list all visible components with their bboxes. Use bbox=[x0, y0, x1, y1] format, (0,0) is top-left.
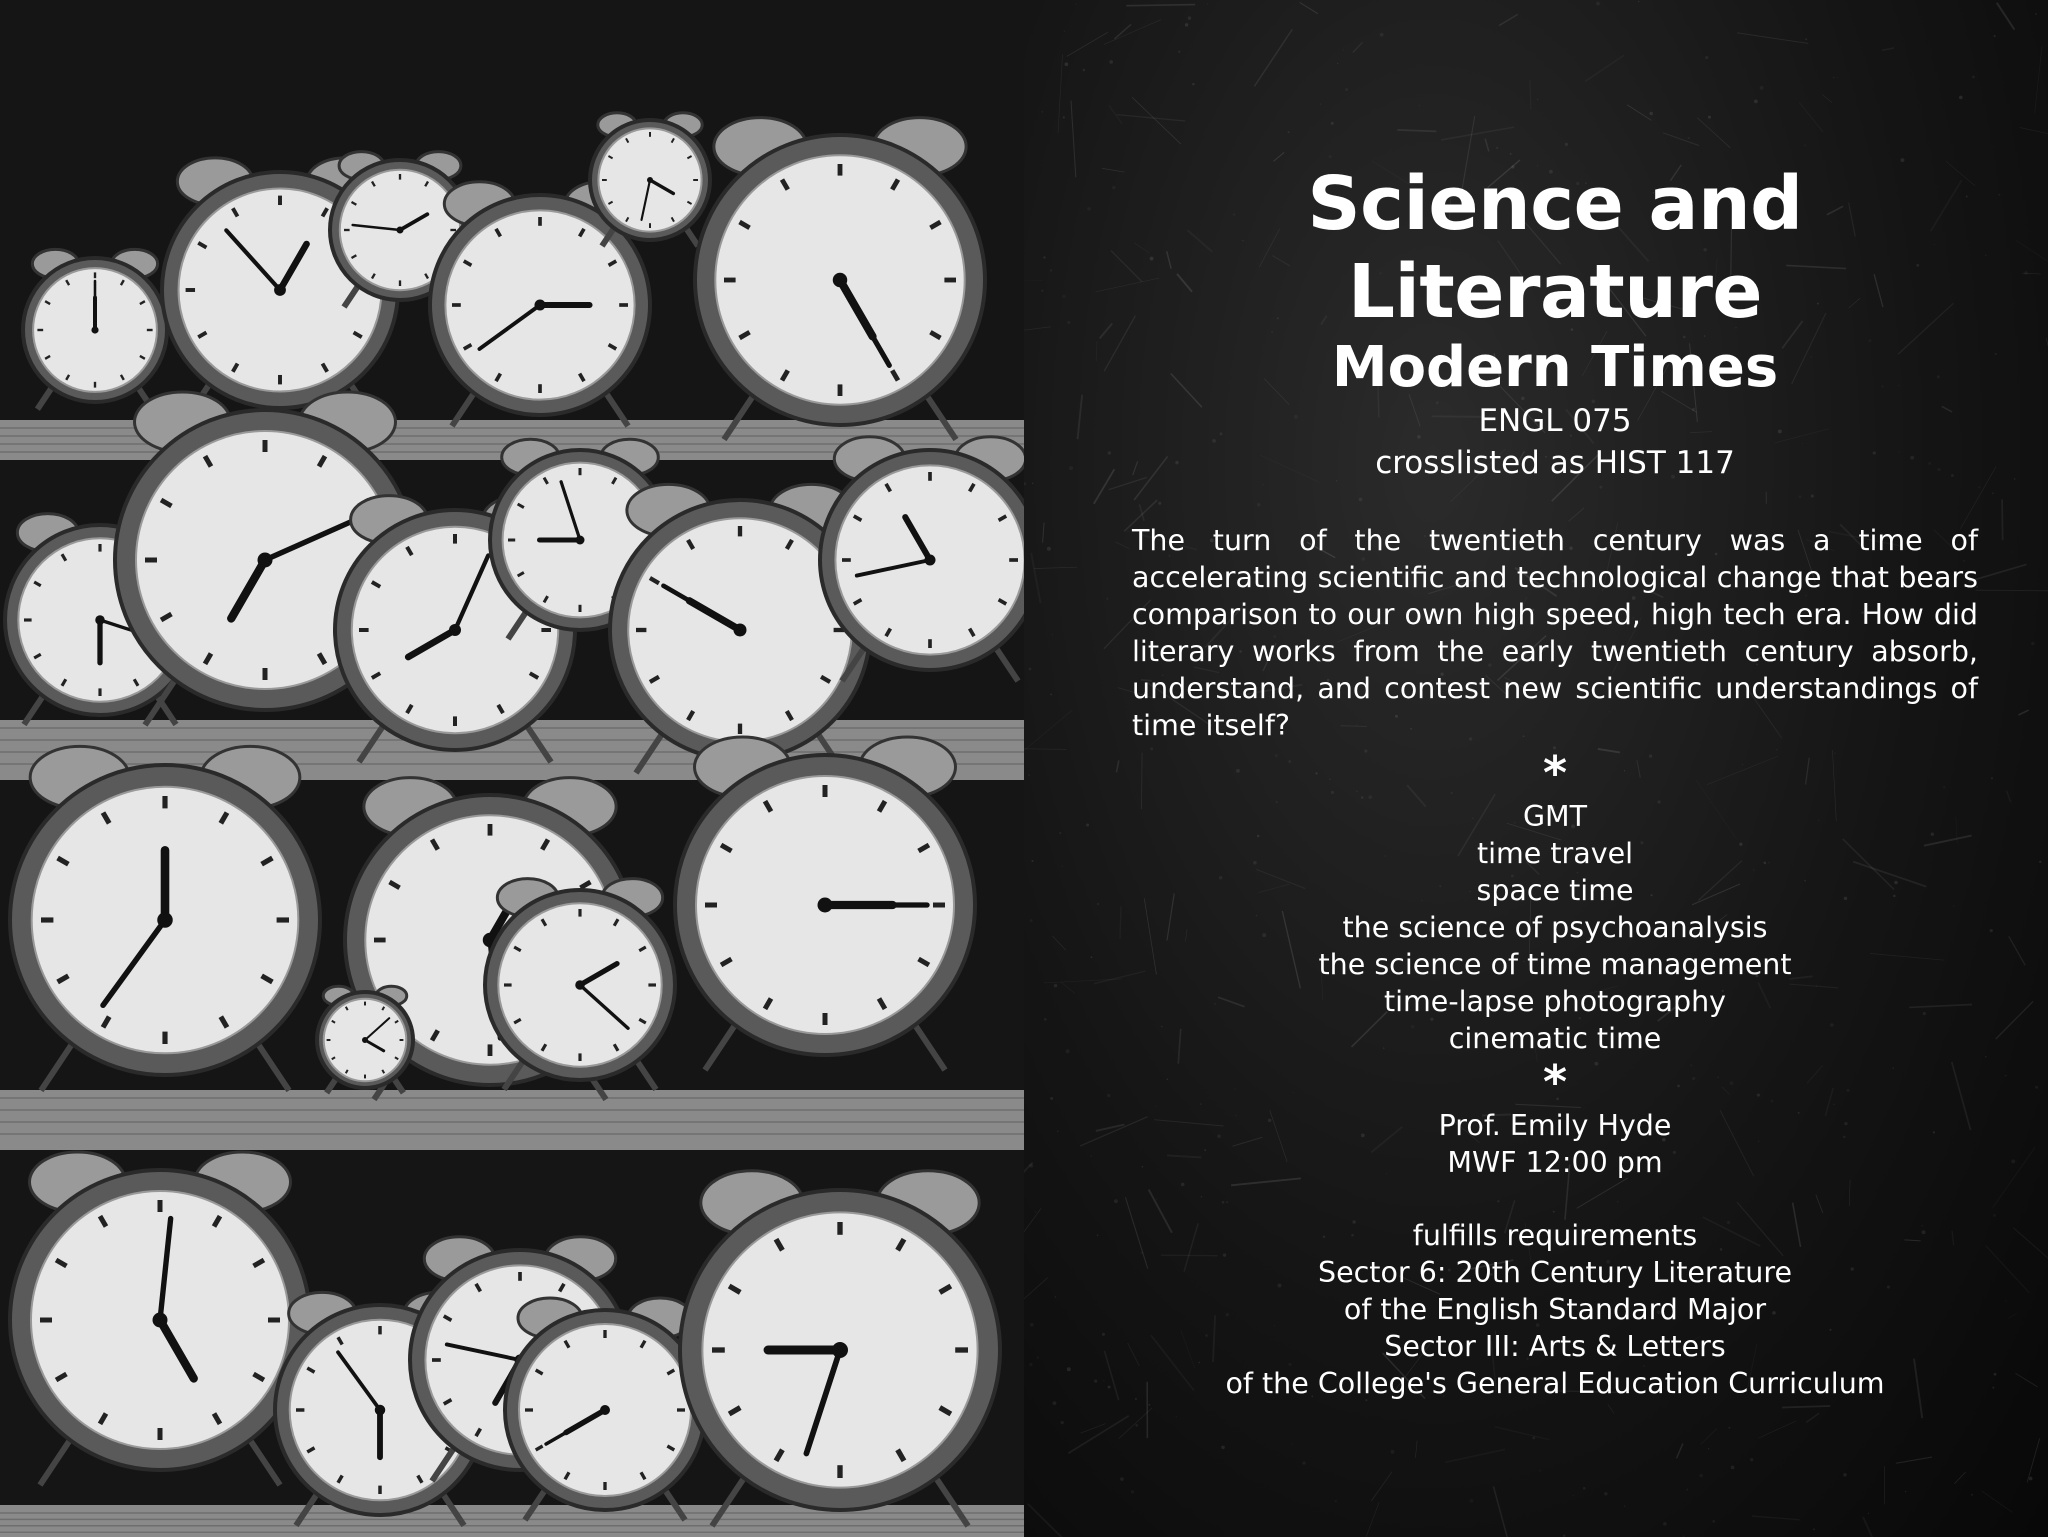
chalk-scratch bbox=[1034, 567, 1077, 568]
requirement-item: of the English Standard Major bbox=[1343, 1293, 1767, 1326]
chalk-scratch bbox=[1024, 1278, 1048, 1299]
chalk-speck bbox=[1868, 1513, 1869, 1514]
chalk-scratch bbox=[1996, 1001, 2033, 1039]
chalk-speck bbox=[1699, 1474, 1702, 1477]
chalk-scratch bbox=[1663, 133, 1699, 146]
chalk-speck bbox=[1043, 256, 1045, 258]
chalk-scratch bbox=[1024, 1208, 1041, 1240]
chalk-scratch bbox=[1115, 24, 1131, 39]
chalk-speck bbox=[1028, 774, 1030, 776]
chalk-speck bbox=[1972, 75, 1975, 78]
chalk-speck bbox=[1985, 254, 1987, 256]
chalk-speck bbox=[1044, 1018, 1047, 1021]
chalk-speck bbox=[1054, 984, 1058, 988]
chalk-scratch bbox=[1058, 54, 1062, 133]
chalk-speck bbox=[1063, 116, 1065, 118]
topic-item: GMT bbox=[1522, 800, 1588, 833]
chalk-scratch bbox=[2020, 128, 2048, 143]
chalk-scratch bbox=[2016, 240, 2048, 267]
chalk-speck bbox=[2035, 13, 2037, 15]
chalk-speck bbox=[1537, 99, 1538, 100]
topic-list bbox=[1132, 798, 1978, 1057]
chalk-scratch bbox=[1024, 327, 1051, 331]
chalk-speck bbox=[1971, 1494, 1973, 1496]
chalk-speck bbox=[1131, 1490, 1134, 1493]
chalk-scratch bbox=[1585, 55, 1624, 81]
chalk-scratch bbox=[1415, 1441, 1417, 1458]
chalk-speck bbox=[1999, 194, 2000, 195]
chalk-speck bbox=[1380, 33, 1384, 37]
chalk-scratch bbox=[1100, 324, 1113, 339]
chalk-speck bbox=[1687, 137, 1689, 139]
chalk-speck bbox=[1992, 492, 1994, 494]
chalk-scratch bbox=[1701, 1428, 1717, 1444]
chalk-speck bbox=[1728, 1427, 1730, 1429]
chalk-speck bbox=[2014, 478, 2016, 480]
chalk-speck bbox=[1995, 353, 1997, 355]
chalk-speck bbox=[1469, 1499, 1473, 1503]
chalk-speck bbox=[1331, 122, 1334, 125]
chalk-speck bbox=[1496, 147, 1498, 149]
chalk-speck bbox=[1069, 466, 1073, 470]
course-code: ENGL 075 bbox=[1478, 403, 1632, 439]
topic-item: time travel bbox=[1476, 837, 1634, 870]
chalk-speck bbox=[1030, 919, 1033, 922]
class-schedule: MWF 12:00 pm bbox=[1447, 1146, 1663, 1179]
chalk-speck bbox=[1288, 131, 1290, 133]
chalk-speck bbox=[2011, 551, 2012, 552]
chalk-scratch bbox=[1397, 130, 1436, 131]
chalk-speck bbox=[1565, 143, 1568, 146]
separator-star: * bbox=[1542, 1055, 1568, 1109]
chalk-scratch bbox=[1806, 1413, 1819, 1422]
chalk-scratch bbox=[1976, 590, 2048, 591]
requirement-item: of the College's General Education Curriculum bbox=[1225, 1367, 1885, 1400]
chalk-speck bbox=[1091, 956, 1093, 958]
chalk-speck bbox=[1905, 1491, 1906, 1492]
chalk-speck bbox=[1112, 186, 1115, 189]
chalk-speck bbox=[1510, 153, 1512, 155]
chalk-scratch bbox=[1116, 542, 1130, 549]
chalk-scratch bbox=[1882, 48, 1894, 50]
crosslist-note: crosslisted as HIST 117 bbox=[1375, 445, 1735, 481]
chalk-speck bbox=[1320, 104, 1321, 105]
chalk-scratch bbox=[1371, 1472, 1392, 1501]
chalk-speck bbox=[1805, 38, 1807, 40]
chalk-speck bbox=[1075, 3, 1076, 4]
chalk-scratch bbox=[1697, 118, 1730, 148]
chalk-speck bbox=[2005, 1075, 2007, 1077]
chalk-speck bbox=[1335, 1500, 1337, 1502]
chalk-speck bbox=[1029, 668, 1032, 671]
topic-item: the science of time management bbox=[1318, 948, 1792, 981]
chalk-speck bbox=[1114, 1199, 1118, 1203]
chalk-speck bbox=[1624, 1505, 1626, 1507]
chalk-scratch bbox=[2027, 1438, 2040, 1482]
chalk-speck bbox=[2011, 1159, 2015, 1163]
chalk-scratch bbox=[1120, 906, 1121, 939]
chalk-speck bbox=[1062, 865, 1063, 866]
chalk-speck bbox=[1596, 2, 1600, 6]
chalk-scratch bbox=[1896, 1457, 1932, 1463]
chalk-scratch bbox=[1356, 1502, 1380, 1537]
separator-star: * bbox=[1542, 746, 1568, 800]
chalk-speck bbox=[1178, 51, 1180, 53]
chalk-scratch bbox=[2009, 936, 2025, 965]
chalk-speck bbox=[1035, 1211, 1037, 1213]
chalk-scratch bbox=[1028, 1504, 1066, 1537]
chalk-speck bbox=[1419, 105, 1420, 106]
chalk-speck bbox=[1102, 1333, 1105, 1336]
chalk-speck bbox=[1192, 83, 1194, 85]
chalk-scratch bbox=[1096, 341, 1097, 362]
chalk-speck bbox=[1103, 1380, 1105, 1382]
chalk-scratch bbox=[1043, 523, 1044, 543]
chalk-scratch bbox=[1677, 1443, 1683, 1458]
chalk-speck bbox=[1061, 1421, 1064, 1424]
chalk-speck bbox=[1708, 116, 1711, 119]
topic-item: time-lapse photography bbox=[1383, 985, 1727, 1018]
chalk-speck bbox=[1059, 832, 1061, 834]
chalk-scratch bbox=[2002, 499, 2003, 540]
chalk-speck bbox=[1041, 289, 1044, 292]
chalk-speck bbox=[1833, 77, 1835, 79]
chalk-speck bbox=[2029, 1477, 2033, 1481]
chalk-speck bbox=[1813, 1528, 1815, 1530]
chalk-speck bbox=[1985, 1056, 1987, 1058]
instructor-info bbox=[1132, 1107, 1978, 1181]
chalk-speck bbox=[1337, 63, 1338, 64]
chalk-scratch bbox=[1495, 1427, 1550, 1440]
chalk-speck bbox=[1292, 1443, 1293, 1444]
chalk-speck bbox=[1120, 1477, 1124, 1481]
chalk-scratch bbox=[1094, 469, 1115, 504]
chalk-speck bbox=[1067, 321, 1070, 324]
chalk-scratch bbox=[1116, 760, 1118, 772]
chalk-scratch bbox=[2015, 1373, 2037, 1387]
chalk-speck bbox=[1993, 1214, 1996, 1217]
chalk-speck bbox=[1760, 86, 1764, 90]
chalk-speck bbox=[1083, 69, 1086, 72]
chalk-speck bbox=[1343, 49, 1344, 50]
chalk-speck bbox=[1053, 1401, 1057, 1405]
chalk-speck bbox=[1221, 1446, 1225, 1450]
topic-item: cinematic time bbox=[1448, 1022, 1662, 1055]
chalk-speck bbox=[2024, 271, 2028, 275]
chalk-speck bbox=[1057, 1131, 1059, 1133]
chalk-speck bbox=[2039, 861, 2041, 863]
chalk-speck bbox=[1087, 207, 1090, 210]
course-description: The turn of the twentieth century was a time of accelerating scientific and technological change that bears comparison to our own high speed, high tech era. How did literary works from the early twentieth century absorb, understand, and contest new scientific understandings of time itself? bbox=[1132, 524, 1978, 742]
requirement-item: Sector 6: 20th Century Literature bbox=[1318, 1256, 1792, 1289]
chalk-scratch bbox=[1254, 29, 1292, 86]
chalk-scratch bbox=[2018, 710, 2028, 715]
chalk-scratch bbox=[1982, 1491, 2013, 1513]
chalk-speck bbox=[1029, 1363, 1032, 1366]
chalk-scratch bbox=[2035, 47, 2042, 113]
chalk-speck bbox=[1065, 62, 1069, 66]
chalk-speck bbox=[1843, 1473, 1847, 1477]
chalk-speck bbox=[1345, 88, 1348, 91]
requirement-item: Sector III: Arts & Letters bbox=[1384, 1330, 1726, 1363]
chalk-scratch bbox=[1104, 20, 1161, 45]
chalk-scratch bbox=[1104, 316, 1135, 372]
chalk-speck bbox=[1959, 96, 1963, 100]
chalk-scratch bbox=[1078, 395, 1083, 440]
alarm-clock bbox=[317, 986, 413, 1093]
chalk-scratch bbox=[1758, 1421, 1796, 1438]
chalk-speck bbox=[1097, 903, 1099, 905]
chalk-scratch bbox=[1126, 5, 1195, 6]
chalk-scratch bbox=[1627, 105, 1652, 121]
chalk-scratch bbox=[1132, 97, 1181, 144]
chalk-scratch bbox=[1061, 982, 1075, 994]
chalk-speck bbox=[1042, 111, 1043, 112]
chalk-speck bbox=[1649, 112, 1652, 115]
chalk-speck bbox=[1391, 1450, 1395, 1454]
poster-content bbox=[1132, 160, 1978, 1402]
chalk-scratch bbox=[1737, 33, 1808, 44]
chalk-speck bbox=[1708, 1448, 1709, 1449]
chalk-scratch bbox=[2008, 1314, 2017, 1319]
chalk-scratch bbox=[2007, 791, 2011, 803]
chalk-speck bbox=[1050, 1097, 1053, 1100]
chalk-speck bbox=[1185, 23, 1188, 26]
chalk-speck bbox=[1075, 1514, 1076, 1515]
chalk-scratch bbox=[1441, 127, 1514, 140]
wooden-shelf bbox=[0, 1090, 1024, 1150]
chalk-speck bbox=[1207, 3, 1208, 4]
chalk-speck bbox=[1066, 1049, 1070, 1053]
chalk-speck bbox=[1991, 777, 1993, 779]
chalk-scratch bbox=[1071, 100, 1076, 177]
chalk-speck bbox=[1302, 1461, 1305, 1464]
chalk-scratch bbox=[1997, 3, 2015, 30]
poster-subtitle: Modern Times bbox=[1331, 335, 1779, 400]
requirements-heading: fulfills requirements bbox=[1412, 1219, 1698, 1252]
chalk-speck bbox=[1638, 1, 1640, 3]
poster-title: Science and Literature bbox=[1307, 161, 1803, 335]
chalk-scratch bbox=[1031, 553, 1040, 603]
chalk-speck bbox=[1532, 1437, 1535, 1440]
chalk-scratch bbox=[1104, 1351, 1118, 1400]
chalk-speck bbox=[1090, 1155, 1091, 1156]
chalk-speck bbox=[1062, 294, 1066, 298]
chalk-scratch bbox=[1986, 1246, 2030, 1293]
chalk-scratch bbox=[1053, 936, 1067, 950]
chalk-scratch bbox=[1530, 80, 1531, 110]
poster-text-panel bbox=[1024, 0, 2048, 1537]
chalk-speck bbox=[1127, 531, 1128, 532]
chalk-scratch bbox=[1608, 1404, 1614, 1413]
chalk-speck bbox=[1750, 1458, 1753, 1461]
chalk-speck bbox=[1539, 1470, 1540, 1471]
chalk-speck bbox=[1663, 1522, 1666, 1525]
chalk-speck bbox=[1573, 1495, 1574, 1496]
chalk-speck bbox=[1055, 1296, 1057, 1298]
chalk-scratch bbox=[1102, 168, 1124, 172]
chalk-speck bbox=[2031, 642, 2034, 645]
chalk-speck bbox=[1052, 634, 1053, 635]
chalk-speck bbox=[1705, 56, 1708, 59]
chalk-speck bbox=[1067, 1367, 1071, 1371]
chalk-speck bbox=[1712, 1520, 1715, 1523]
chalk-scratch bbox=[1353, 42, 1363, 52]
chalk-speck bbox=[1135, 1424, 1138, 1427]
chalk-speck bbox=[1994, 35, 1996, 37]
chalk-scratch bbox=[1445, 1449, 1505, 1462]
chalk-speck bbox=[1086, 823, 1089, 826]
topic-item: the science of psychoanalysis bbox=[1342, 911, 1768, 944]
chalk-speck bbox=[1050, 693, 1052, 695]
chalk-speck bbox=[1031, 860, 1033, 862]
chalk-scratch bbox=[1485, 139, 1489, 152]
chalk-speck bbox=[1754, 100, 1758, 104]
chalk-speck bbox=[1097, 1234, 1099, 1236]
chalk-scratch bbox=[1799, 102, 1823, 131]
chalk-speck bbox=[1583, 1487, 1586, 1490]
chalk-speck bbox=[2035, 1086, 2038, 1089]
chalk-speck bbox=[1047, 547, 1051, 551]
chalk-speck bbox=[1050, 269, 1053, 272]
chalk-speck bbox=[1037, 1356, 1039, 1358]
chalk-scratch bbox=[1096, 1125, 1125, 1131]
chalk-speck bbox=[1188, 16, 1191, 19]
chalk-speck bbox=[1108, 1386, 1111, 1389]
chalk-scratch bbox=[1067, 32, 1108, 56]
chalk-scratch bbox=[1493, 1486, 1512, 1537]
chalk-scratch bbox=[1782, 1406, 1830, 1408]
chalk-speck bbox=[2005, 1300, 2006, 1301]
chalk-scratch bbox=[1068, 1416, 1128, 1453]
chalk-speck bbox=[1032, 483, 1033, 484]
chalk-speck bbox=[1148, 1404, 1150, 1406]
chalk-speck bbox=[1094, 1379, 1097, 1382]
chalk-speck bbox=[1030, 1323, 1034, 1327]
chalk-scratch bbox=[1954, 1472, 1965, 1484]
instructor-name: Prof. Emily Hyde bbox=[1438, 1109, 1672, 1142]
chalk-speck bbox=[1994, 1373, 1997, 1376]
chalk-speck bbox=[1837, 77, 1838, 78]
requirements-block bbox=[1132, 1217, 1978, 1402]
chalk-speck bbox=[1992, 1387, 1994, 1389]
chalk-speck bbox=[1978, 486, 1980, 488]
chalk-scratch bbox=[1823, 95, 1832, 103]
chalk-speck bbox=[1329, 155, 1332, 158]
chalk-speck bbox=[1029, 1164, 1033, 1168]
chalk-speck bbox=[1686, 1489, 1688, 1491]
chalk-scratch bbox=[1752, 1516, 1800, 1520]
chalk-scratch bbox=[1499, 14, 1518, 25]
chalk-speck bbox=[1106, 598, 1108, 600]
chalk-scratch bbox=[1024, 710, 1072, 753]
chalk-speck bbox=[1024, 482, 1026, 485]
chalk-speck bbox=[1804, 145, 1805, 146]
chalk-scratch bbox=[1993, 1147, 2036, 1208]
chalk-speck bbox=[1176, 1416, 1177, 1417]
chalk-speck bbox=[1108, 451, 1111, 454]
chalk-speck bbox=[1109, 60, 1113, 64]
chalk-scratch bbox=[2013, 1228, 2048, 1277]
chalk-scratch bbox=[1863, 1517, 1890, 1537]
topic-item: space time bbox=[1476, 874, 1634, 907]
chalk-scratch bbox=[1300, 2, 1318, 13]
chalk-speck bbox=[1064, 31, 1065, 32]
chalk-speck bbox=[1990, 929, 1993, 932]
chalk-speck bbox=[1107, 1094, 1110, 1097]
chalk-speck bbox=[1731, 1466, 1735, 1470]
chalk-speck bbox=[1604, 1492, 1608, 1496]
